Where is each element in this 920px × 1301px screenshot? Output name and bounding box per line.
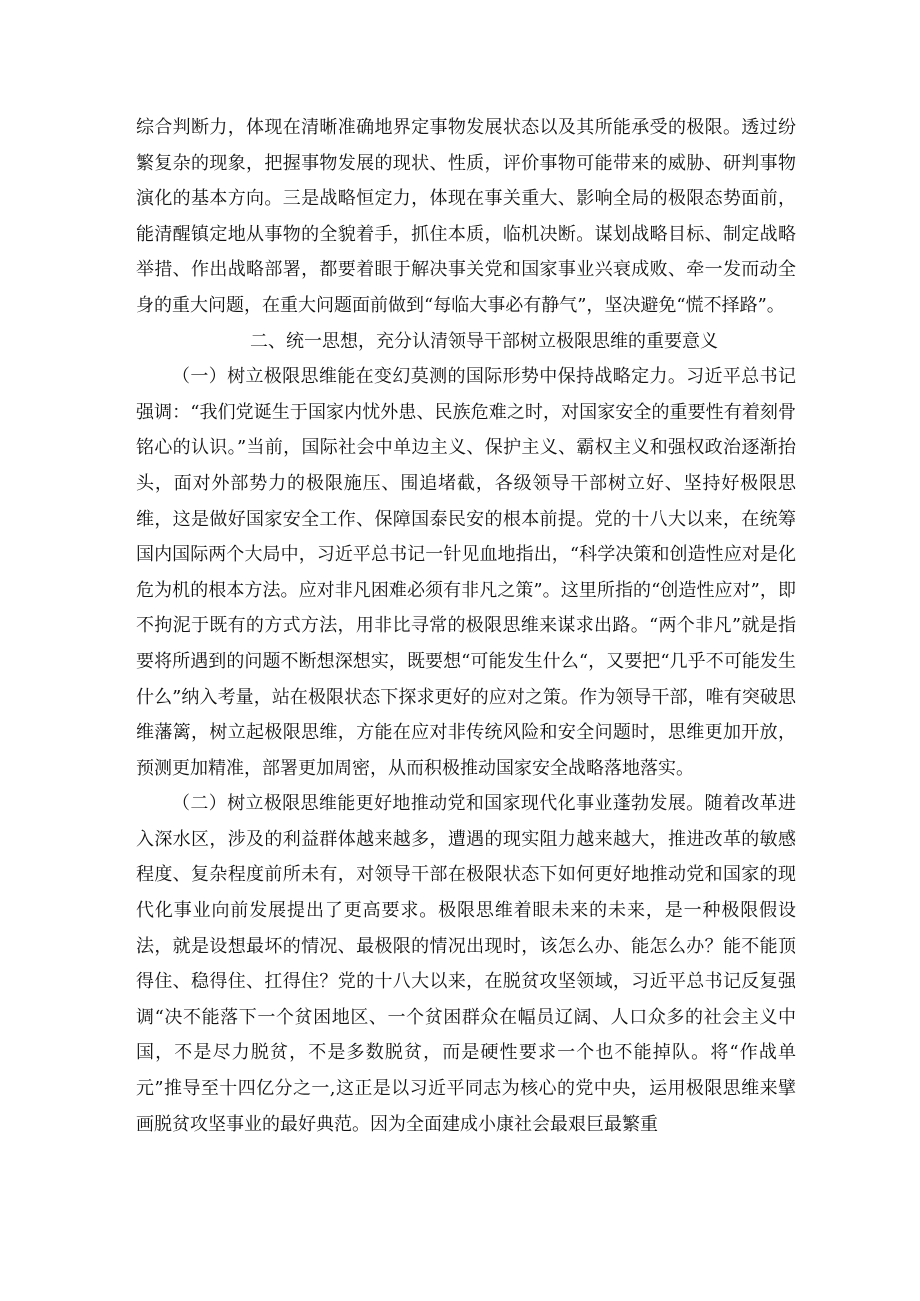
- section-heading: 二、统一思想，充分认清领导干部树立极限思维的重要意义: [250, 330, 718, 352]
- paragraph-one: （一）树立极限思维能在变幻莫测的国际形势中保持战略定力。习近平总书记强调：“我们党诞生于国家内忧外患、民族危难之时，对国家安全的重要性有着刻骨铭心的认识。”当前，国际社会中单边主义、保护主义、霸权主义和强权政治逐渐抬头，面对外部势力的极限施压、围追堵截，各级领导干部树立好、坚持好极限思维，这是做好国家安全工作、保障国泰民安的根本前提。党的十八大以来，在统筹国内国际两个大局中，习近平总书记一针见血地指出，“科学决策和创造性应对是化危为机的根本方法。应对非凡困难必须有非凡之策”。这里所指的“创造性应对”，即不拘泥于既有的方式方法，用非比寻常的极限思维来谋求出路。“两个非凡”就是指要将所遇到的问题不断想深想实，既要想“可能发生什么“，又要把“几乎不可能发生什么”纳入考量，站在极限状态下探求更好的应对之策。作为领导干部，唯有突破思维藩篱，树立起极限思维，方能在应对非传统风险和安全问题时，思维更加开放，预测更加精准，部署更加周密，从而积极推动国家安全战略落地落实。: [136, 366, 796, 779]
- document-body: [136, 110, 796, 1142]
- paragraph-two: （二）树立极限思维能更好地推动党和国家现代化事业蓬勃发展。随着改革进入深水区，涉及的利益群体越来越多，遭遇的现实阻力越来越大，推进改革的敏感程度、复杂程度前所未有，对领导干部在极限状态下如何更好地推动党和国家的现代化事业向前发展提出了更高要求。极限思维着眼未来的未来，是一种极限假设法，就是设想最坏的情况、最极限的情况出现时，该怎么办、能怎么办？能不能顶得住、稳得住、扛得住？党的十八大以来，在脱贫攻坚领域，习近平总书记反复强调“决不能落下一个贫困地区、一个贫困群众在幅员辽阔、人口众多的社会主义中国，不是尽力脱贫，不是多数脱贫，而是硬性要求一个也不能掉队。将“作战单元”推导至十四亿分之一,这正是以习近平同志为核心的党中央，运用极限思维来擘画脱贫攻坚事业的最好典范。因为全面建成小康社会最艰巨最繁重: [136, 793, 796, 1135]
- paragraph-continuation: 综合判断力，体现在清晰准确地界定事物发展状态以及其所能承受的极限。透过纷繁复杂的现象，把握事物发展的现状、性质，评价事物可能带来的威胁、研判事物演化的基本方向。三是战略恒定力，体现在事关重大、影响全局的极限态势面前，能清醒镇定地从事物的全貌着手，抓住本质，临机决断。谋划战略目标、制定战略举措、作出战略部署，都要着眼于解决事关党和国家事业兴衰成败、牵一发而动全身的重大问题，在重大问题面前做到“每临大事必有静气”，坚决避免“慌不择路”。: [136, 117, 796, 316]
